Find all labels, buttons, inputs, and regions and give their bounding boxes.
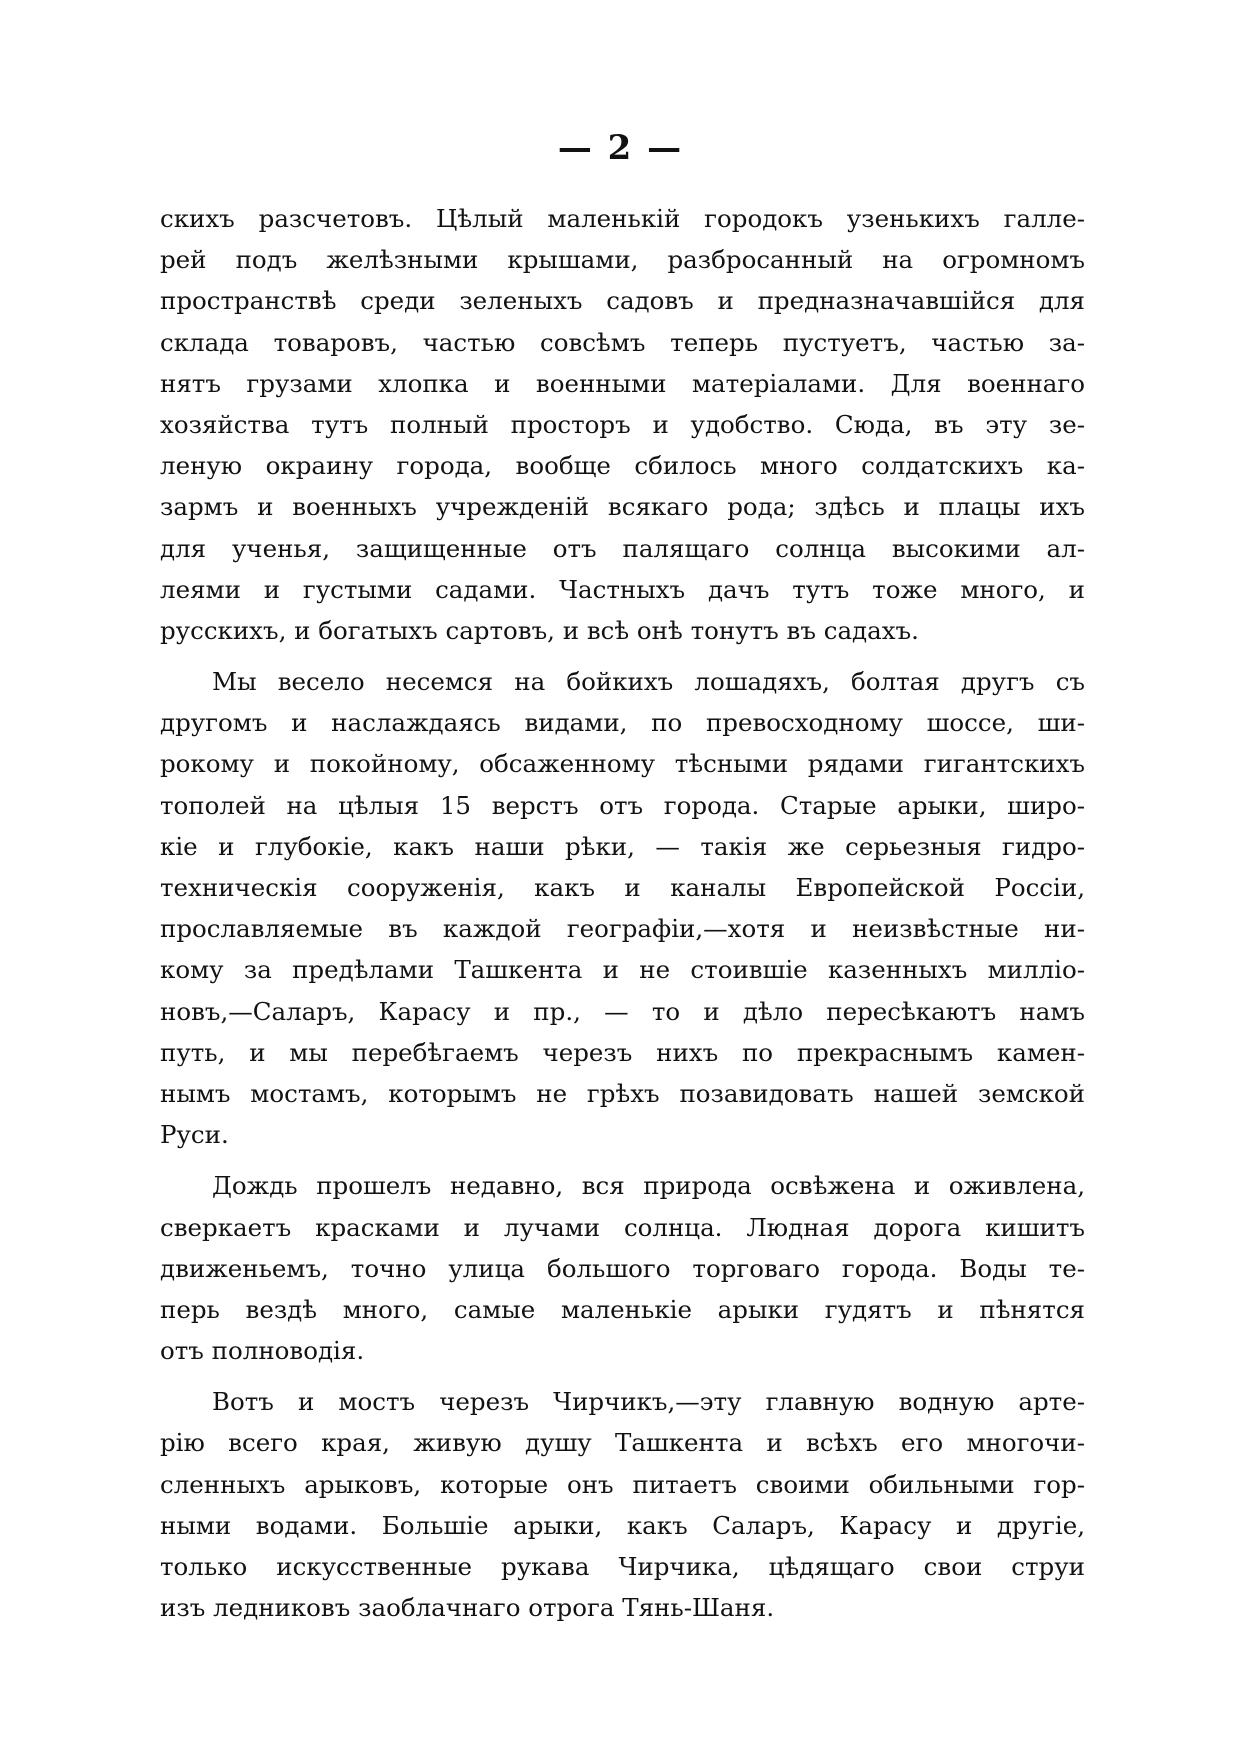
text-line: рію всего края, живую душу Ташкента и всѣхъ его многочи- (160, 1428, 1085, 1458)
text-line: только искусственные рукава Чирчика, цѣдящаго свои струи (160, 1552, 1085, 1581)
text-line: путь, и мы перебѣгаемъ черезъ нихъ по прекраснымъ камен- (160, 1037, 1085, 1067)
text-line: нымъ мостамъ, которымъ не грѣхъ позавидовать нашей земской (160, 1078, 1085, 1108)
text-line: ными водами. Большіе арыки, какъ Саларъ, Карасу и другіе, (160, 1510, 1085, 1540)
text-line: Вотъ и мостъ черезъ Чирчикъ,—эту главную водную арте- (212, 1387, 1085, 1417)
paragraph-spacer (160, 651, 1085, 661)
text-line: кіе и глубокіе, какъ наши рѣки, — такія же серьезныя гидро- (160, 831, 1085, 861)
text-line: другомъ и наслаждаясь видами, по превосходному шоссе, ши- (160, 708, 1085, 738)
text-line: Руси. (160, 1120, 229, 1150)
text-line: перь вездѣ много, самые маленькіе арыки гудятъ и пѣнятся (160, 1294, 1085, 1324)
text-line: рокому и покойному, обсаженному тѣсными рядами гигантскихъ (160, 749, 1085, 779)
paragraph-2 (160, 661, 1085, 1155)
body-text (160, 198, 1085, 1628)
paragraph-spacer (160, 1371, 1085, 1381)
text-line: прославляемые въ каждой географіи,—хотя и неизвѣстные ни- (160, 914, 1085, 944)
text-line: отъ полноводія. (160, 1336, 365, 1366)
text-line: сленныхъ арыковъ, которые онъ питаетъ своими обильными гор- (160, 1469, 1085, 1499)
text-line: Мы весело несемся на бойкихъ лошадяхъ, болтая другъ съ (212, 667, 1085, 697)
text-line: кому за предѣлами Ташкента и не стоившіе казенныхъ милліо- (160, 955, 1085, 985)
text-line: тополей на цѣлыя 15 верстъ отъ города. Старые арыки, широ- (160, 790, 1085, 820)
text-line: рей подъ желѣзными крышами, разбросанный на огромномъ (160, 245, 1085, 275)
text-line: русскихъ, и богатыхъ сартовъ, и всѣ онѣ тонутъ въ садахъ. (160, 615, 919, 645)
paragraph-1 (160, 198, 1085, 651)
text-line: хозяйства тутъ полный просторъ и удобство. Сюда, въ эту зе- (160, 409, 1085, 439)
text-line: зармъ и военныхъ учрежденій всякаго рода; здѣсь и плацы ихъ (160, 492, 1085, 522)
text-line: Дождь прошелъ недавно, вся природа освѣжена и оживлена, (212, 1171, 1085, 1201)
paragraph-3 (160, 1165, 1085, 1371)
text-line: техническія сооруженія, какъ и каналы Европейской Россіи, (160, 873, 1085, 902)
text-line: леную окраину города, вообще сбилось много солдатскихъ ка- (160, 451, 1085, 481)
text-line: новъ,—Саларъ, Карасу и пр., — то и дѣло пересѣкаютъ намъ (160, 996, 1085, 1026)
text-line: сверкаетъ красками и лучами солнца. Людная дорога кишитъ (160, 1212, 1085, 1242)
text-line: движеньемъ, точно улица большого торговаго города. Воды те- (160, 1253, 1085, 1283)
paragraph-spacer (160, 1155, 1085, 1165)
text-line: склада товаровъ, частью совсѣмъ теперь пустуетъ, частью за- (160, 327, 1085, 357)
text-line: леями и густыми садами. Частныхъ дачъ тутъ тоже много, и (160, 574, 1085, 604)
text-line: скихъ разсчетовъ. Цѣлый маленькій городокъ узенькихъ галле- (160, 204, 1085, 233)
text-line: изъ ледниковъ заоблачнаго отрога Тянь-Шаня. (160, 1593, 775, 1623)
paragraph-4 (160, 1381, 1085, 1628)
page-number: — 2 — (557, 128, 684, 168)
text-line: для ученья, защищенные отъ палящаго солнца высокими ал- (160, 533, 1085, 563)
text-line: пространствѣ среди зеленыхъ садовъ и предназначавшійся для (160, 286, 1085, 316)
text-line: нятъ грузами хлопка и военными матеріалами. Для военнаго (160, 368, 1085, 398)
